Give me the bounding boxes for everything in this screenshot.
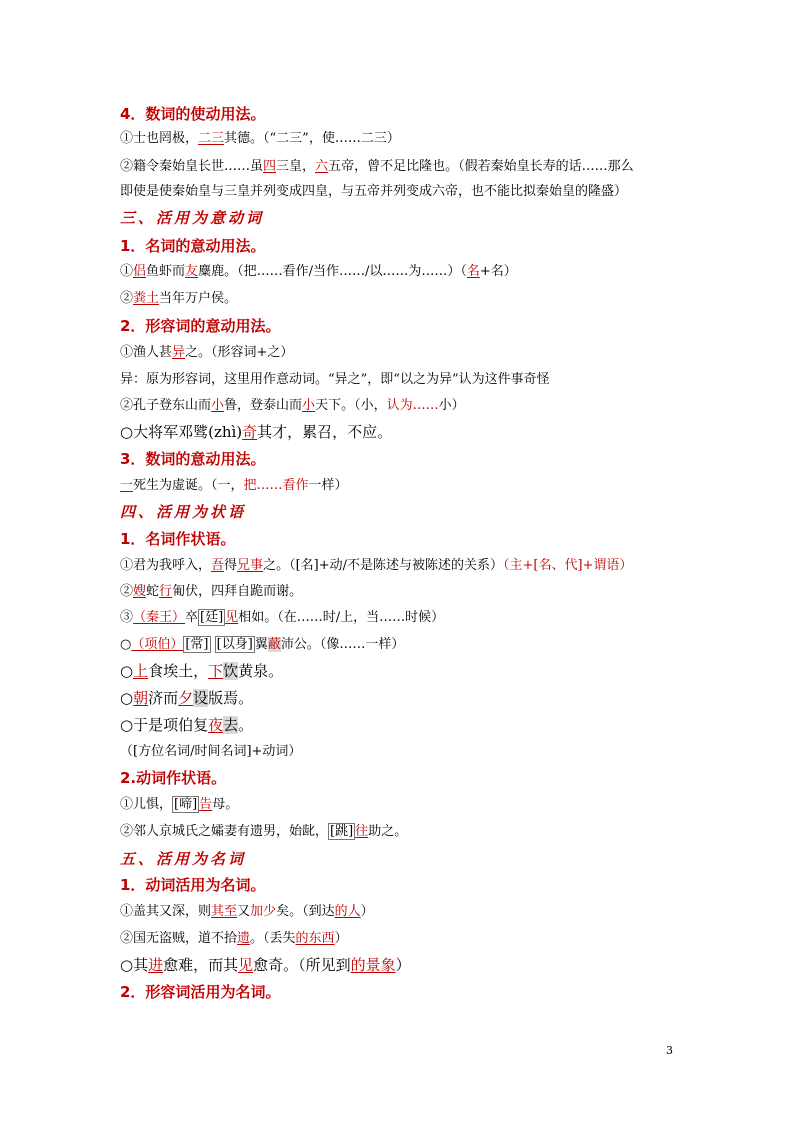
marked-text: [跳] <box>330 824 354 839</box>
marked-text: 夕 <box>178 689 194 707</box>
subsection-heading <box>120 236 265 256</box>
text-segment: 三皇， <box>276 159 316 174</box>
text-segment: ①君为我呼入， <box>120 558 212 573</box>
text-segment: （[方位名词/时间名词]+动词） <box>120 744 302 759</box>
text-segment: 死生为虚诞。（一， <box>133 478 244 493</box>
text-segment: 异：原为形容词，这里用作意动词。“异之”，即“以之为异”认为这件事奇怪 <box>120 372 550 387</box>
text-line <box>120 661 283 681</box>
marked-text: [啼] <box>174 797 198 812</box>
marked-text: 异 <box>172 345 186 360</box>
subsection-heading <box>120 982 280 1002</box>
marked-text: [常] <box>185 637 209 652</box>
text-segment: 愈奇。（所见到 <box>253 956 351 974</box>
marked-text: 遗 <box>237 931 251 946</box>
text-segment: 四、活用为状语 <box>120 503 247 521</box>
marked-text: 二三 <box>198 131 225 146</box>
text-segment: ②籍令秦始皇长世……虽 <box>120 159 264 174</box>
text-segment: 食埃土， <box>148 662 209 680</box>
marked-text: 告 <box>199 797 213 812</box>
marked-text: 的景象 <box>350 956 396 974</box>
text-segment: 矣。（到达 <box>276 904 335 919</box>
marked-text: 蔽 <box>267 637 281 652</box>
text-segment: 即使是使秦始皇与三皇并列变成四皇，与五帝并列变成六帝，也不能比拟秦始皇的隆盛） <box>120 184 628 199</box>
text-line <box>120 476 348 496</box>
text-segment: 天下。（小， <box>315 398 387 413</box>
marked-text: 的人 <box>334 904 361 919</box>
text-line <box>120 688 253 708</box>
text-segment: 其德。（“二三”，使……二三） <box>224 131 400 146</box>
text-segment: ○于是项伯复 <box>120 716 209 734</box>
marked-text: 认为…… <box>386 398 439 413</box>
marked-text: 四 <box>263 159 277 174</box>
text-line <box>120 955 411 975</box>
marked-text: 往 <box>355 824 369 839</box>
text-segment: ） <box>334 931 348 946</box>
marked-text: 夜 <box>208 716 224 734</box>
marked-text: [以身] <box>216 637 253 652</box>
text-segment: 愈难，而其 <box>163 956 239 974</box>
text-line <box>120 129 400 149</box>
marked-text: 一 <box>120 478 134 493</box>
text-segment: 之。（[名]+动/不是陈述与被陈述的关系） <box>263 558 503 573</box>
page-number: 3 <box>666 1044 673 1057</box>
text-segment: 三、活用为意动词 <box>120 209 265 227</box>
text-segment: ② <box>120 584 134 599</box>
marked-text: [廷] <box>200 610 224 625</box>
text-line <box>120 608 444 628</box>
text-segment: 又 <box>237 904 251 919</box>
text-segment: ○ <box>120 689 134 707</box>
text-segment: 4．数词的使动用法。 <box>120 105 266 123</box>
marked-text: （项伯） <box>131 637 184 652</box>
section-heading <box>120 502 246 522</box>
text-line <box>120 370 550 390</box>
marked-text: 饮 <box>223 662 239 680</box>
text-segment: 鲁，登泰山而 <box>224 398 303 413</box>
text-segment: 3．数词的意动用法。 <box>120 450 266 468</box>
text-segment: 翼 <box>254 637 268 652</box>
marked-text: 小 <box>211 398 225 413</box>
text-segment: 鱼虾而 <box>146 264 186 279</box>
subsection-heading <box>120 875 265 895</box>
text-segment: ③ <box>120 610 134 625</box>
text-segment: ○ <box>120 637 132 652</box>
marked-text: 侣 <box>133 264 147 279</box>
text-segment: 五帝，曾不足比隆也。（假若秦始皇长寿的话……那么 <box>328 159 634 174</box>
marked-text: 把……看作 <box>243 478 309 493</box>
marked-text: 奇 <box>242 423 258 441</box>
marked-text: 加少 <box>250 904 277 919</box>
text-segment: ○大将军邓骘(zhì) <box>120 423 243 441</box>
marked-text: 上 <box>133 662 149 680</box>
text-segment: ①盖其又深，则 <box>120 904 212 919</box>
text-segment: ①渔人甚 <box>120 345 173 360</box>
text-segment: ①士也罔极， <box>120 131 199 146</box>
text-line <box>120 822 407 842</box>
text-line <box>120 929 348 949</box>
section-heading <box>120 849 246 869</box>
text-segment: 版焉。 <box>208 689 254 707</box>
text-segment: ②国无盗贼，道不拾 <box>120 931 238 946</box>
marked-text: 嫂 <box>133 584 147 599</box>
text-segment: 沛公。（像……一样） <box>280 637 405 652</box>
marked-text: （主+[名、代]+谓语） <box>502 558 633 573</box>
text-segment: 之。（形容词+之） <box>185 345 294 360</box>
text-line <box>120 396 465 416</box>
subsection-heading <box>120 104 265 124</box>
text-segment: +名） <box>479 264 517 279</box>
marked-text: 设 <box>193 689 209 707</box>
text-segment: ②邻人京城氏之孀妻有遗男，始龀， <box>120 824 329 839</box>
marked-text: 朝 <box>133 689 149 707</box>
text-line <box>120 182 627 202</box>
text-segment: 得 <box>224 558 238 573</box>
text-line <box>120 635 404 655</box>
subsection-heading <box>120 529 235 549</box>
text-segment: 五、活用为名词 <box>120 850 247 868</box>
text-segment: 麋鹿。（把……看作/当作……/以……为……）（ <box>198 264 467 279</box>
text-segment: 济而 <box>148 689 179 707</box>
text-segment: ○其 <box>120 956 149 974</box>
text-segment: 相如。（在……时/上，当……时候） <box>238 610 445 625</box>
marked-text: 粪土 <box>133 291 160 306</box>
subsection-heading <box>120 449 265 469</box>
text-line <box>120 289 237 309</box>
text-segment: ○ <box>120 662 134 680</box>
text-line <box>120 715 253 735</box>
text-segment: 2．形容词的意动用法。 <box>120 317 281 335</box>
marked-text: 见 <box>238 956 254 974</box>
text-line <box>120 157 634 177</box>
marked-text: 去 <box>223 716 239 734</box>
text-segment: 匍伏，四拜自跪而谢。 <box>172 584 303 599</box>
marked-text: 名 <box>466 264 480 279</box>
marked-text: 进 <box>148 956 164 974</box>
text-line <box>120 795 238 815</box>
text-segment: 。（丢失 <box>250 931 296 946</box>
text-segment: 。 <box>238 716 254 734</box>
marked-text: 的东西 <box>295 931 335 946</box>
text-segment: 1．名词作状语。 <box>120 530 236 548</box>
text-segment: 其才，累召，不应。 <box>257 423 393 441</box>
text-line <box>120 582 302 602</box>
text-segment: 1．动词活用为名词。 <box>120 876 266 894</box>
text-segment: 当年万户侯。 <box>159 291 238 306</box>
marked-text: 其至 <box>211 904 238 919</box>
text-segment: ） <box>360 904 374 919</box>
marked-text: （秦王） <box>133 610 186 625</box>
text-line <box>120 742 301 762</box>
subsection-heading <box>120 768 226 788</box>
text-segment: ① <box>120 264 134 279</box>
marked-text: 友 <box>185 264 199 279</box>
marked-text: 兄事 <box>237 558 264 573</box>
marked-text: 小 <box>302 398 316 413</box>
marked-text: 六 <box>315 159 329 174</box>
marked-text: 行 <box>159 584 173 599</box>
text-segment: 黄泉。 <box>238 662 284 680</box>
text-segment: ②孔子登东山而 <box>120 398 212 413</box>
subsection-heading <box>120 316 280 336</box>
text-segment: 2.动词作状语。 <box>120 769 227 787</box>
text-segment: ） <box>395 956 411 974</box>
text-segment: 小） <box>438 398 465 413</box>
text-line <box>120 343 293 363</box>
text-line <box>120 422 392 442</box>
marked-text: 见 <box>225 610 239 625</box>
text-line <box>120 262 517 282</box>
text-segment: 1．名词的意动用法。 <box>120 237 266 255</box>
text-segment: 助之。 <box>368 824 408 839</box>
text-line <box>120 556 632 576</box>
text-segment: ①儿惧， <box>120 797 173 812</box>
text-segment: 卒 <box>185 610 199 625</box>
text-segment: ② <box>120 291 134 306</box>
text-segment: 母。 <box>212 797 239 812</box>
text-segment: 2．形容词活用为名词。 <box>120 983 281 1001</box>
text-segment: 蛇 <box>146 584 160 599</box>
marked-text: 下 <box>208 662 224 680</box>
text-line <box>120 902 374 922</box>
text-segment: 一样） <box>308 478 348 493</box>
marked-text: 吾 <box>211 558 225 573</box>
section-heading <box>120 208 264 228</box>
